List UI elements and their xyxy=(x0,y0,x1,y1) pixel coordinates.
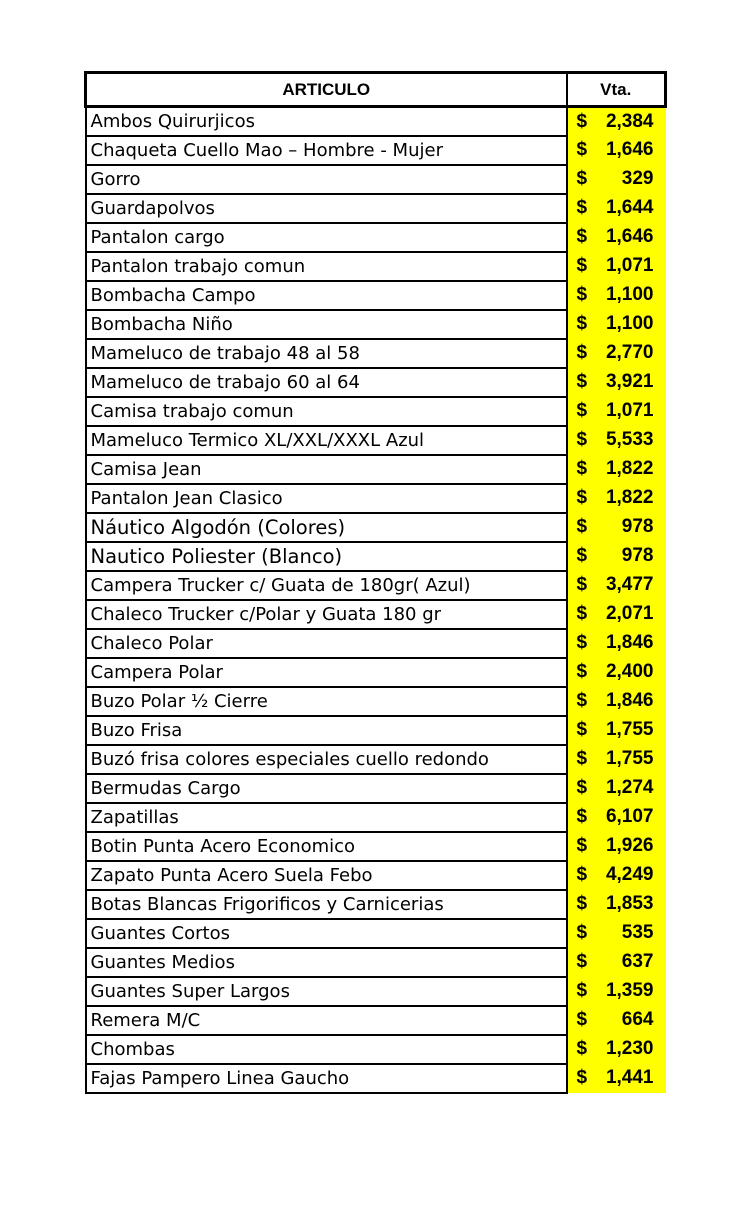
articulo-cell: Camisa Jean xyxy=(86,455,567,484)
table-row xyxy=(86,1064,666,1093)
vta-cell xyxy=(567,890,666,919)
price-amount: 3,477 xyxy=(605,574,654,595)
vta-cell xyxy=(567,542,666,571)
table-row xyxy=(86,194,666,223)
vta-cell xyxy=(567,687,666,716)
currency-symbol: $ xyxy=(576,690,588,711)
header-vta: Vta. xyxy=(567,73,666,107)
currency-symbol: $ xyxy=(576,371,588,392)
articulo-cell: Chaqueta Cuello Mao – Hombre - Mujer xyxy=(86,136,567,165)
price-amount: 5,533 xyxy=(605,429,654,450)
vta-cell xyxy=(567,455,666,484)
table-row xyxy=(86,919,666,948)
currency-symbol: $ xyxy=(576,1067,588,1088)
vta-cell xyxy=(567,252,666,281)
price-table xyxy=(84,71,667,1094)
table-row xyxy=(86,687,666,716)
vta-cell xyxy=(567,919,666,948)
vta-cell xyxy=(567,426,666,455)
price-amount: 1,100 xyxy=(605,313,654,334)
articulo-cell: Pantalon cargo xyxy=(86,223,567,252)
currency-symbol: $ xyxy=(576,748,588,769)
vta-cell xyxy=(567,165,666,194)
price-list-sheet xyxy=(84,71,664,1094)
vta-cell xyxy=(567,339,666,368)
vta-cell xyxy=(567,1064,666,1093)
vta-cell xyxy=(567,716,666,745)
table-row xyxy=(86,310,666,339)
vta-cell xyxy=(567,658,666,687)
price-amount: 3,921 xyxy=(605,371,654,392)
articulo-cell: Pantalon Jean Clasico xyxy=(86,484,567,513)
price-rows xyxy=(86,107,666,1093)
currency-symbol: $ xyxy=(576,110,588,132)
price-amount: 1,644 xyxy=(605,197,654,218)
table-row xyxy=(86,629,666,658)
articulo-cell: Remera M/C xyxy=(86,1006,567,1035)
vta-cell xyxy=(567,310,666,339)
articulo-cell: Guantes Super Largos xyxy=(86,977,567,1006)
vta-cell xyxy=(567,600,666,629)
currency-symbol: $ xyxy=(576,1038,588,1059)
currency-symbol: $ xyxy=(576,1009,588,1030)
vta-cell xyxy=(567,832,666,861)
table-row xyxy=(86,368,666,397)
currency-symbol: $ xyxy=(576,400,588,421)
price-amount: 535 xyxy=(621,922,654,943)
articulo-cell: Fajas Pampero Linea Gaucho xyxy=(86,1064,567,1093)
articulo-cell: Mameluco de trabajo 60 al 64 xyxy=(86,368,567,397)
articulo-cell: Ambos Quirurjicos xyxy=(86,107,567,136)
articulo-cell: Chaleco Polar xyxy=(86,629,567,658)
price-amount: 2,400 xyxy=(605,661,654,682)
currency-symbol: $ xyxy=(576,226,588,247)
vta-cell xyxy=(567,1006,666,1035)
table-row xyxy=(86,571,666,600)
price-amount: 1,822 xyxy=(605,487,654,508)
vta-cell xyxy=(567,948,666,977)
currency-symbol: $ xyxy=(576,922,588,943)
vta-cell xyxy=(567,1035,666,1064)
price-amount: 978 xyxy=(621,545,654,566)
price-amount: 1,755 xyxy=(605,719,654,740)
table-row xyxy=(86,716,666,745)
price-amount: 1,755 xyxy=(605,748,654,769)
currency-symbol: $ xyxy=(576,835,588,856)
table-row xyxy=(86,223,666,252)
price-amount: 1,853 xyxy=(605,893,654,914)
articulo-cell: Zapato Punta Acero Suela Febo xyxy=(86,861,567,890)
articulo-cell: Mameluco Termico XL/XXL/XXXL Azul xyxy=(86,426,567,455)
table-row xyxy=(86,803,666,832)
currency-symbol: $ xyxy=(576,719,588,740)
price-amount: 1,441 xyxy=(605,1067,654,1088)
vta-cell xyxy=(567,977,666,1006)
price-amount: 1,822 xyxy=(605,458,654,479)
currency-symbol: $ xyxy=(576,313,588,334)
table-row xyxy=(86,542,666,571)
articulo-cell: Náutico Algodón (Colores) xyxy=(86,513,567,542)
price-amount: 978 xyxy=(621,516,654,537)
articulo-cell: Guardapolvos xyxy=(86,194,567,223)
price-amount: 1,846 xyxy=(605,632,654,653)
price-amount: 637 xyxy=(621,951,654,972)
price-amount: 2,770 xyxy=(605,342,654,363)
articulo-cell: Guantes Cortos xyxy=(86,919,567,948)
currency-symbol: $ xyxy=(576,458,588,479)
articulo-cell: Chaleco Trucker c/Polar y Guata 180 gr xyxy=(86,600,567,629)
table-row xyxy=(86,1006,666,1035)
price-amount: 6,107 xyxy=(605,806,654,827)
price-amount: 2,384 xyxy=(605,110,654,132)
price-amount: 1,359 xyxy=(605,980,654,1001)
table-row xyxy=(86,484,666,513)
table-row xyxy=(86,455,666,484)
table-row xyxy=(86,1035,666,1064)
header-articulo: ARTICULO xyxy=(86,73,567,107)
vta-cell xyxy=(567,397,666,426)
vta-cell xyxy=(567,484,666,513)
table-row xyxy=(86,107,666,136)
articulo-cell: Nautico Poliester (Blanco) xyxy=(86,542,567,571)
price-amount: 1,646 xyxy=(605,226,654,247)
vta-cell xyxy=(567,629,666,658)
currency-symbol: $ xyxy=(576,545,588,566)
currency-symbol: $ xyxy=(576,864,588,885)
vta-cell xyxy=(567,513,666,542)
vta-cell xyxy=(567,223,666,252)
table-row xyxy=(86,513,666,542)
currency-symbol: $ xyxy=(576,603,588,624)
table-row xyxy=(86,252,666,281)
articulo-cell: Bombacha Niño xyxy=(86,310,567,339)
table-row xyxy=(86,745,666,774)
vta-cell xyxy=(567,194,666,223)
currency-symbol: $ xyxy=(576,429,588,450)
table-row xyxy=(86,136,666,165)
vta-cell xyxy=(567,745,666,774)
vta-cell xyxy=(567,136,666,165)
table-row xyxy=(86,861,666,890)
articulo-cell: Campera Trucker c/ Guata de 180gr( Azul) xyxy=(86,571,567,600)
currency-symbol: $ xyxy=(576,284,588,305)
articulo-cell: Pantalon trabajo comun xyxy=(86,252,567,281)
currency-symbol: $ xyxy=(576,777,588,798)
table-row xyxy=(86,774,666,803)
price-amount: 4,249 xyxy=(605,864,654,885)
vta-cell xyxy=(567,571,666,600)
currency-symbol: $ xyxy=(576,516,588,537)
currency-symbol: $ xyxy=(576,139,588,160)
table-row xyxy=(86,339,666,368)
articulo-cell: Guantes Medios xyxy=(86,948,567,977)
price-amount: 1,846 xyxy=(605,690,654,711)
vta-cell xyxy=(567,107,666,136)
vta-cell xyxy=(567,861,666,890)
table-row xyxy=(86,165,666,194)
articulo-cell: Chombas xyxy=(86,1035,567,1064)
table-row xyxy=(86,281,666,310)
table-row xyxy=(86,397,666,426)
table-row xyxy=(86,890,666,919)
currency-symbol: $ xyxy=(576,980,588,1001)
currency-symbol: $ xyxy=(576,806,588,827)
table-row xyxy=(86,426,666,455)
currency-symbol: $ xyxy=(576,893,588,914)
vta-cell xyxy=(567,281,666,310)
table-row xyxy=(86,600,666,629)
table-row xyxy=(86,948,666,977)
articulo-cell: Bermudas Cargo xyxy=(86,774,567,803)
articulo-cell: Camisa trabajo comun xyxy=(86,397,567,426)
currency-symbol: $ xyxy=(576,632,588,653)
price-amount: 1,071 xyxy=(605,400,654,421)
articulo-cell: Buzo Polar ½ Cierre xyxy=(86,687,567,716)
currency-symbol: $ xyxy=(576,951,588,972)
articulo-cell: Botas Blancas Frigorificos y Carnicerias xyxy=(86,890,567,919)
price-amount: 2,071 xyxy=(605,603,654,624)
vta-cell xyxy=(567,803,666,832)
articulo-cell: Gorro xyxy=(86,165,567,194)
price-amount: 1,646 xyxy=(605,139,654,160)
currency-symbol: $ xyxy=(576,661,588,682)
table-row xyxy=(86,977,666,1006)
articulo-cell: Buzo Frisa xyxy=(86,716,567,745)
table-row xyxy=(86,658,666,687)
currency-symbol: $ xyxy=(576,255,588,276)
currency-symbol: $ xyxy=(576,197,588,218)
price-amount: 1,100 xyxy=(605,284,654,305)
vta-cell xyxy=(567,368,666,397)
currency-symbol: $ xyxy=(576,168,588,189)
price-amount: 329 xyxy=(621,168,654,189)
price-amount: 1,274 xyxy=(605,777,654,798)
price-amount: 1,071 xyxy=(605,255,654,276)
articulo-cell: Mameluco de trabajo 48 al 58 xyxy=(86,339,567,368)
vta-cell xyxy=(567,774,666,803)
articulo-cell: Campera Polar xyxy=(86,658,567,687)
price-amount: 1,230 xyxy=(605,1038,654,1059)
header-row xyxy=(86,73,666,107)
articulo-cell: Buzó frisa colores especiales cuello redondo xyxy=(86,745,567,774)
articulo-cell: Botin Punta Acero Economico xyxy=(86,832,567,861)
price-amount: 1,926 xyxy=(605,835,654,856)
table-row xyxy=(86,832,666,861)
articulo-cell: Zapatillas xyxy=(86,803,567,832)
currency-symbol: $ xyxy=(576,574,588,595)
articulo-cell: Bombacha Campo xyxy=(86,281,567,310)
currency-symbol: $ xyxy=(576,342,588,363)
currency-symbol: $ xyxy=(576,487,588,508)
price-amount: 664 xyxy=(621,1009,654,1030)
